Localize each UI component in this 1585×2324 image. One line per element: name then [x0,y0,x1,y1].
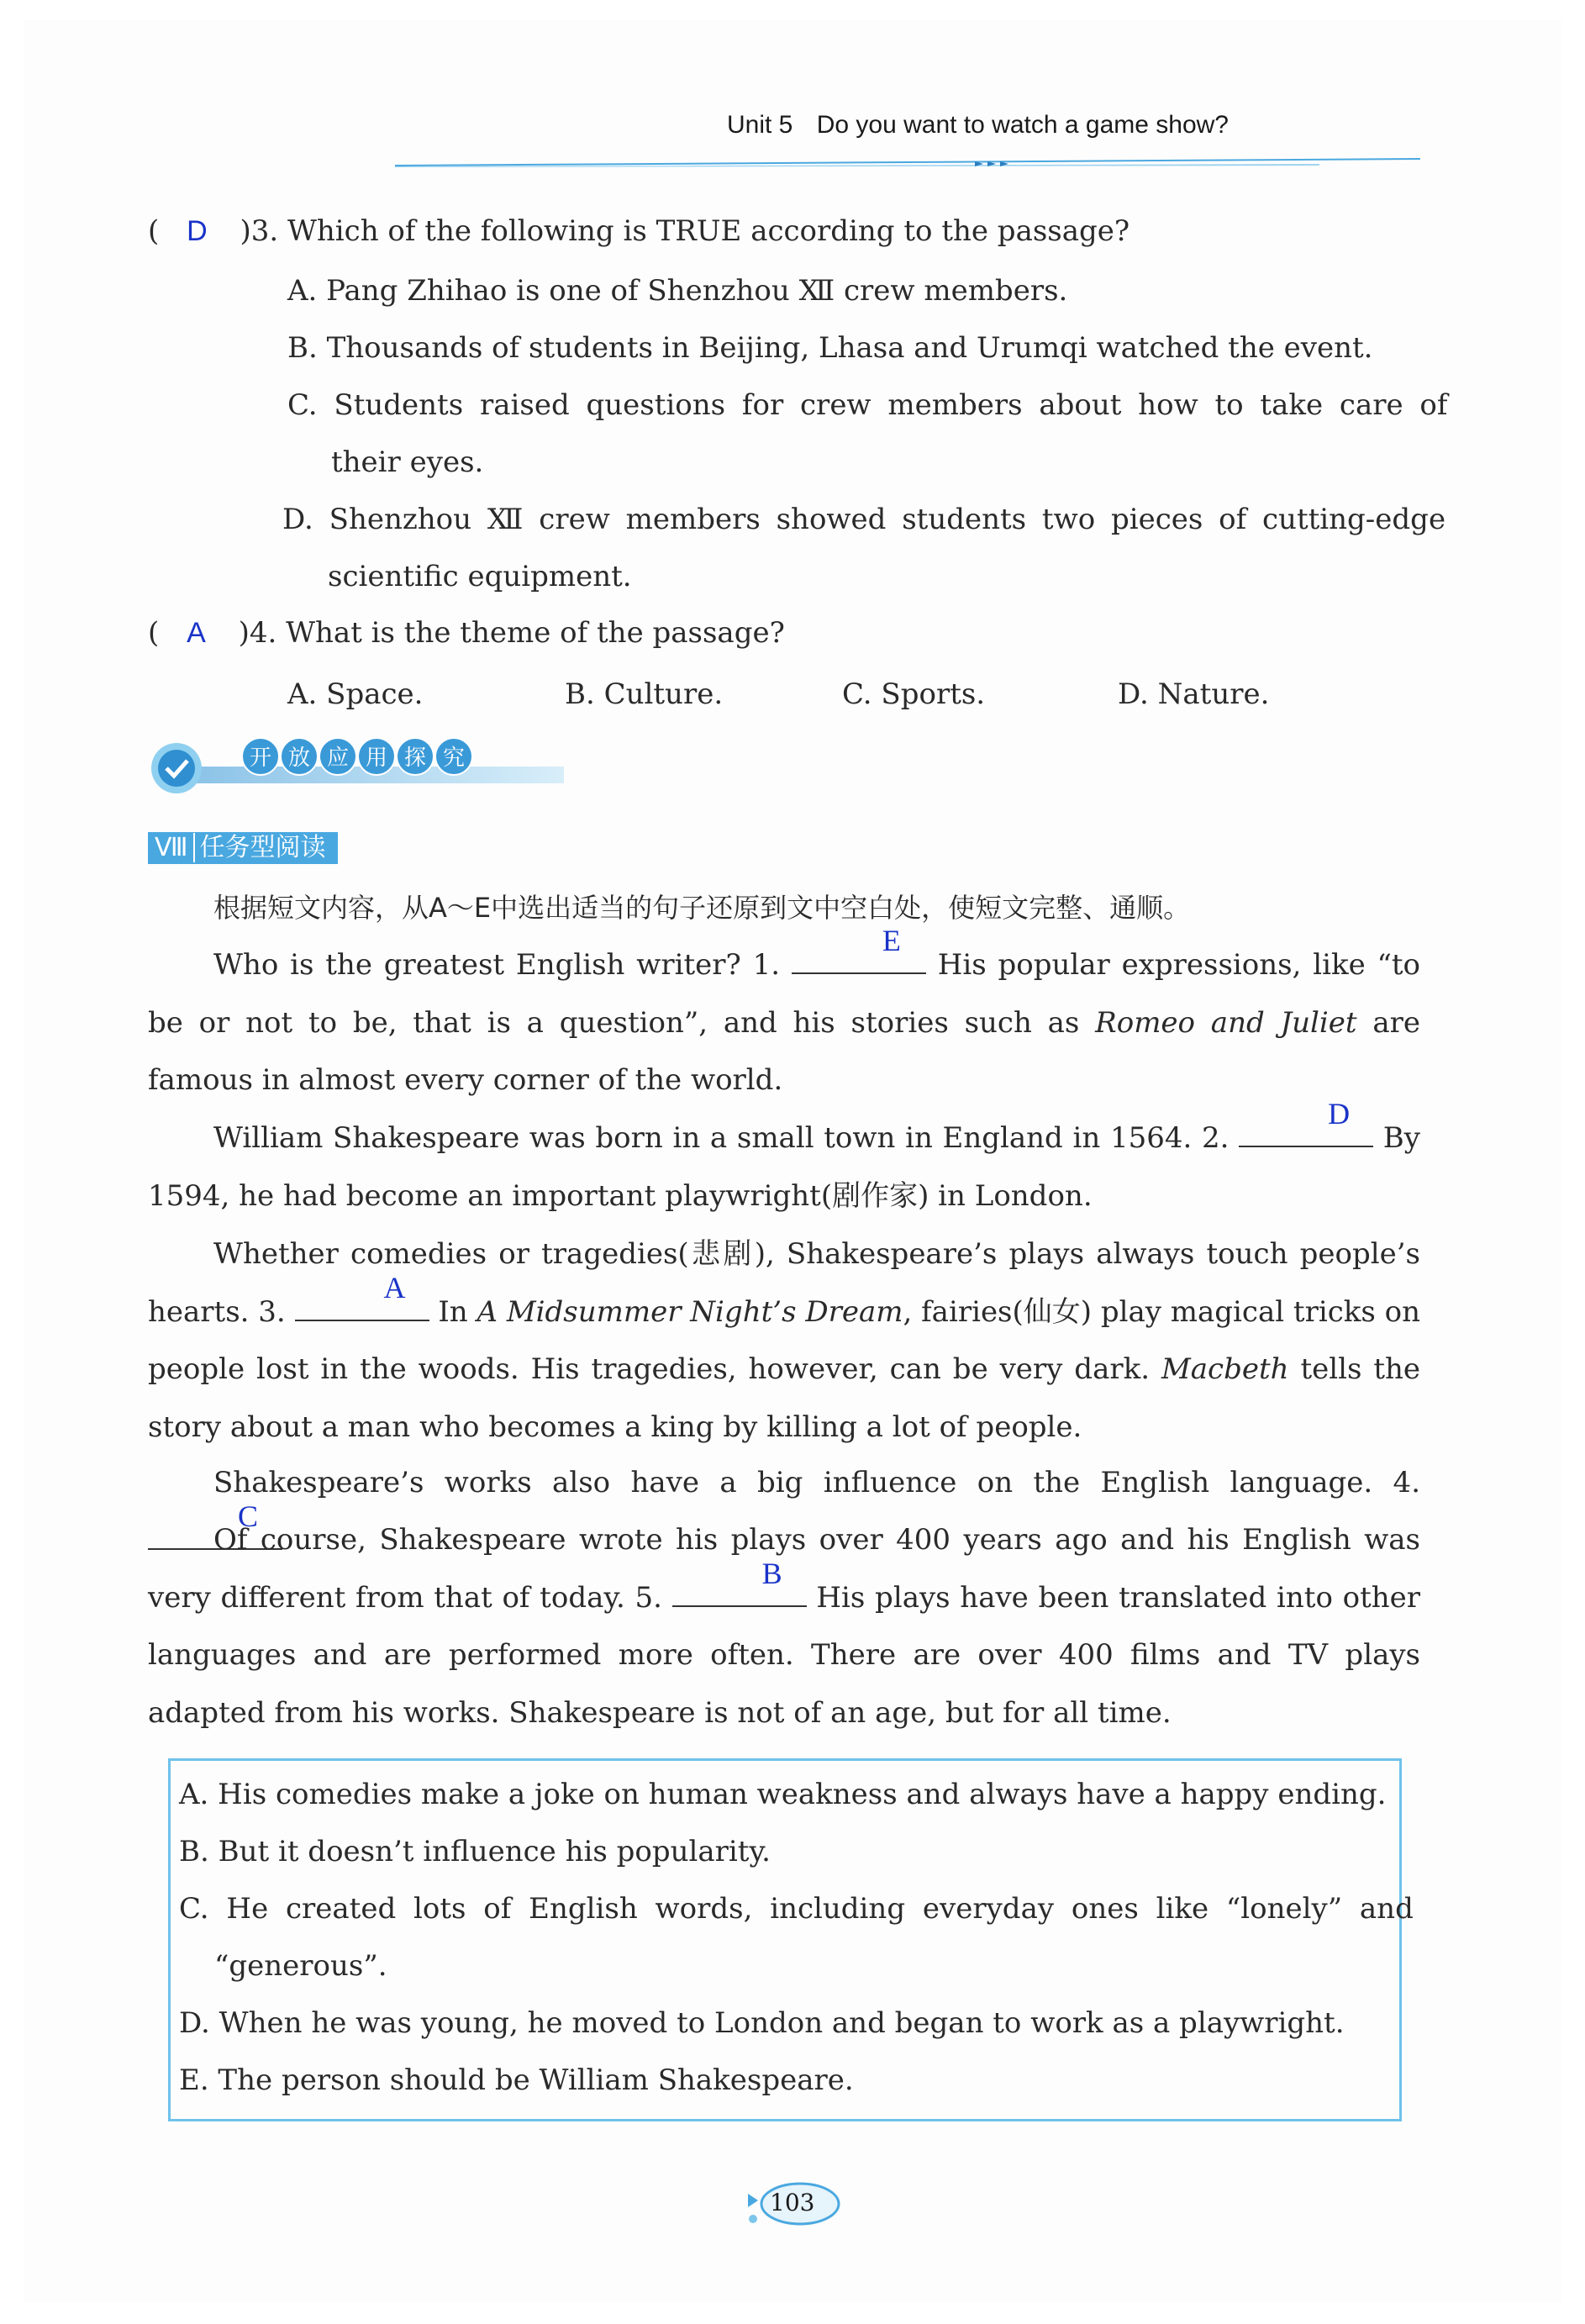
header-unit: Unit 5 [727,111,793,139]
question-4-text: 4. What is the theme of the passage? [249,616,785,650]
box-option-d: D. When he was young, he moved to London and began to work as a playwright. [179,2006,1345,2040]
answer-4: A [187,617,206,649]
blank-3 [295,1270,429,1321]
q4-option-c: C. Sports. [842,677,986,711]
blank-4-answer: C [237,1499,258,1533]
paren-open: ( [148,214,160,248]
passage-paragraph-1 [148,924,1421,1109]
q4-option-d: D. Nature. [1118,677,1270,711]
box-option-c: C. He created lots of English words, including everyday ones like “lonely” and [179,1892,1414,1926]
section-numeral: Ⅷ [155,833,195,862]
p5-text-a: Of course, Shakespeare wrote his plays over 400 years ago and his English was very different from that of today. 5. [148,1523,1420,1615]
passage-paragraph-2 [148,1097,1420,1225]
check-badge-icon [151,743,202,793]
box-option-b: B. But it doesn’t influence his popularity. [179,1835,771,1868]
p3-text-a: Whether comedies or tragedies(悲剧), Shakespeare’s plays always touch people’s hearts. 3. [148,1237,1420,1329]
q3-option-c-cont: their eyes. [331,445,484,479]
blank-1 [792,924,926,974]
p2-text-b: By 1594, he had become an important playwright(剧作家) in London. [148,1121,1420,1213]
p1-title: Romeo and Juliet [1095,1005,1357,1040]
header-decorative-line [395,156,1420,168]
page-number-badge [740,2177,840,2231]
banner-char-6: 究 [442,746,466,771]
q3-option-d-cont: scientific equipment. [328,560,632,593]
q4-option-a: A. Space. [287,677,424,711]
running-header [727,111,1229,140]
banner-char-4: 用 [365,746,388,771]
box-option-a: A. His comedies make a joke on human weakness and always have a happy ending. [179,1778,1387,1811]
paren-open: ( [148,616,160,650]
p3-title-2: Macbeth [1161,1352,1289,1386]
p4-text-a: Shakespeare’s works also have a big influence on the English language. 4. [213,1466,1420,1499]
box-option-c-cont: “generous”. [214,1949,387,1983]
answer-3: D [187,215,208,247]
p1-text-c: are famous in almost every corner of the world. [148,1005,1420,1097]
options-box [168,1758,1414,2121]
blank-5-answer: B [761,1556,782,1590]
blank-1-answer: E [882,924,901,957]
banner-char-5: 探 [403,746,427,771]
question-3 [148,214,1130,248]
blank-5 [672,1556,807,1607]
p3-text-d: tells the story about a man who becomes a king by killing a lot of people. [148,1352,1421,1444]
q3-option-c: C. Students raised questions for crew members about how to take care of [287,388,1448,422]
banner-char-1: 开 [249,746,272,771]
p2-text-a: William Shakespeare was born in a small town in England in 1564. 2. [213,1121,1230,1155]
passage-paragraph-5 [148,1511,1420,1742]
paren-close: ) [240,214,251,248]
blank-3-answer: A [383,1270,406,1304]
blank-2 [1239,1097,1373,1147]
banner-char-3: 应 [326,746,350,771]
passage-paragraph-3 [148,1225,1420,1456]
section-banner [148,731,568,807]
banner-char-2: 放 [287,746,311,771]
task-instruction: 根据短文内容，从A～E中选出适当的句子还原到文中空白处，使短文完整、通顺。 [213,892,1191,924]
q3-option-a: A. Pang Zhihao is one of Shenzhou Ⅻ crew members. [287,274,1068,308]
p3-text-b: In [438,1294,468,1329]
box-option-e: E. The person should be William Shakespeare. [179,2063,854,2097]
section-label [148,832,338,864]
p1-text-a: Who is the greatest English writer? 1. [213,948,781,982]
q4-option-b: B. Culture. [565,677,724,711]
p5-text-b: His plays have been translated into other languages and are performed more often. There are over 400 films and TV plays adapted from his works. Shakespeare is not of an age, but for all time. [148,1580,1421,1730]
question-3-text: 3. Which of the following is TRUE according to the passage? [250,214,1130,248]
p3-title-1: A Midsummer Night’s Dream [477,1294,903,1329]
q3-option-b: B. Thousands of students in Beijing, Lhasa and Urumqi watched the event. [287,331,1373,365]
question-4 [148,616,785,650]
page-number: 103 [770,2189,815,2216]
section-label-text: 任务型阅读 [199,833,326,862]
q3-option-d: D. Shenzhou Ⅻ crew members showed students two pieces of cutting-edge [282,503,1446,536]
p3-text-c: , fairies(仙女) play magical tricks on people lost in the woods. His tragedies, however, can be very dark. [148,1294,1420,1386]
blank-2-answer: D [1328,1097,1351,1130]
header-title: Do you want to watch a game show? [816,111,1229,139]
paren-close: ) [238,616,250,650]
p1-text-b: His popular expressions, like “to be or not to be, that is a question”, and his stories such as [148,948,1421,1040]
